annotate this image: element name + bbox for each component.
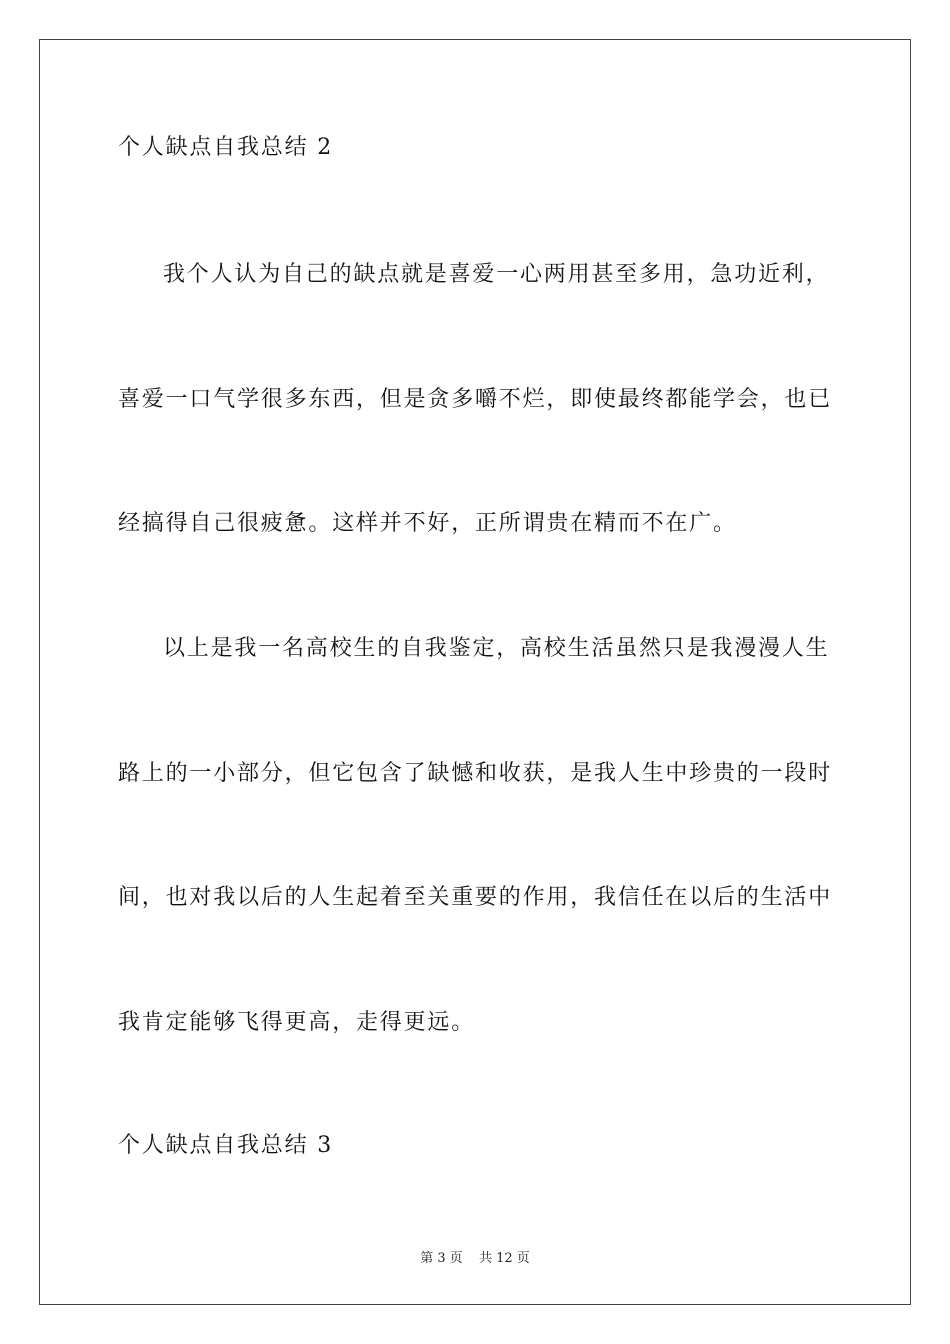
paragraph-2-line-3: 间，也对我以后的人生起着至关重要的作用，我信任在以后的生活中 [118,885,833,910]
section-heading-3: 个人缺点自我总结 3 [118,1133,333,1158]
paragraph-1-line-1: 我个人认为自己的缺点就是喜爱一心两用甚至多用，急功近利， [163,262,830,287]
page-number: 第 3 页 [420,1251,463,1266]
paragraph-1-line-2: 喜爱一口气学很多东西，但是贪多嚼不烂，即使最终都能学会，也已 [118,387,833,412]
paragraph-2-line-1: 以上是我一名高校生的自我鉴定，高校生活虽然只是我漫漫人生 [163,636,830,661]
section-heading-2: 个人缺点自我总结 2 [118,135,333,160]
paragraph-2-line-4: 我肯定能够飞得更高，走得更远。 [118,1010,476,1035]
page-footer [0,1247,950,1266]
paragraph-2-line-2: 路上的一小部分，但它包含了缺憾和收获，是我人生中珍贵的一段时 [118,761,833,786]
page-total: 共 12 页 [478,1251,530,1266]
paragraph-1-line-3: 经搞得自己很疲惫。这样并不好，正所谓贵在精而不在广。 [118,511,737,536]
page-frame [39,39,911,1305]
